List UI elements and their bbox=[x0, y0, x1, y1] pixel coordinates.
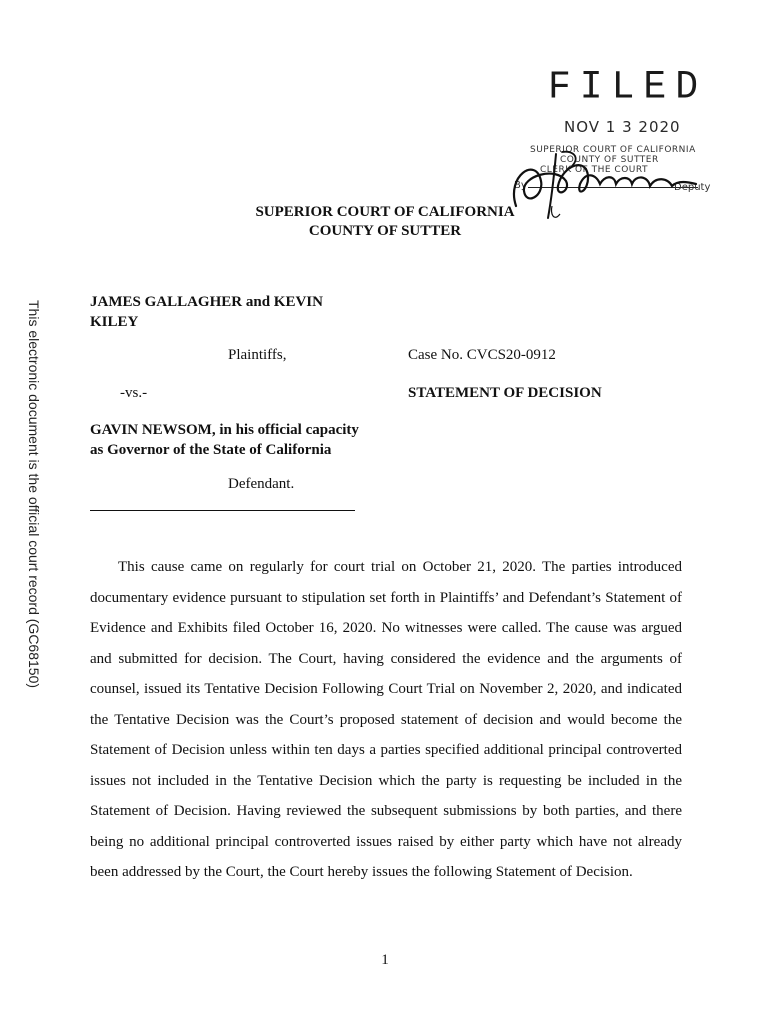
caption-divider bbox=[90, 510, 355, 511]
stamp-court-line3: CLERK OF THE COURT bbox=[540, 165, 648, 175]
decision-body bbox=[90, 552, 682, 888]
stamp-court-line1: SUPERIOR COURT OF CALIFORNIA bbox=[530, 145, 696, 155]
filed-stamp: FILED bbox=[548, 64, 708, 111]
stamp-by-label: By bbox=[514, 180, 527, 191]
defendant-name-line2: as Governor of the State of California bbox=[90, 442, 332, 458]
filed-date: NOV 1 3 2020 bbox=[564, 118, 681, 136]
plaintiffs-label: Plaintiffs, bbox=[228, 347, 287, 363]
decision-paragraph: This cause came on regularly for court trial on October 21, 2020. The parties introduced documentary evidence pursuant to stipulation set forth in Plaintiffs’ and Defendant’s Statement of Evidence and Exhibits filed October 16, 2020. No witnesses were called. The cause was argued and submitted for decision. The Court, having considered the evidence and the arguments of counsel, issued its Tentative Decision Following Court Trial on November 2, 2020, and indicated the Tentative Decision was the Court’s proposed statement of decision and would become the Statement of Decision unless within ten days a parties specified additional principal controverted issues not included in the Tentative Decision which the party is requesting be included in the Statement of Decision. Having reviewed the subsequent submissions by both parties, and there being no additional principal controverted issues raised by either party which have not already been addressed by the Court, the Court hereby issues the following Statement of Decision. bbox=[90, 559, 682, 880]
court-title bbox=[180, 203, 590, 241]
court-title-line2: COUNTY OF SUTTER bbox=[308, 223, 462, 239]
plaintiffs-name-line2: KILEY bbox=[90, 314, 139, 330]
defendant-name-line1: GAVIN NEWSOM, in his official capacity bbox=[90, 422, 359, 438]
official-record-side-note: This electronic document is the official court record (GC68150) bbox=[26, 300, 42, 689]
defendant-label: Defendant. bbox=[228, 476, 295, 492]
plaintiffs-name bbox=[90, 292, 323, 332]
defendant-name bbox=[90, 420, 359, 460]
document-title: STATEMENT OF DECISION bbox=[408, 385, 602, 401]
stamp-deputy-label: Deputy bbox=[674, 182, 711, 193]
case-number: Case No. CVCS20-0912 bbox=[408, 347, 556, 363]
versus-label: -vs.- bbox=[120, 385, 148, 401]
stamp-court-line2: COUNTY OF SUTTER bbox=[560, 155, 659, 165]
plaintiffs-name-line1: JAMES GALLAGHER and KEVIN bbox=[90, 294, 323, 310]
court-title-line1: SUPERIOR COURT OF CALIFORNIA bbox=[255, 204, 515, 220]
page-number: 1 bbox=[381, 952, 389, 968]
